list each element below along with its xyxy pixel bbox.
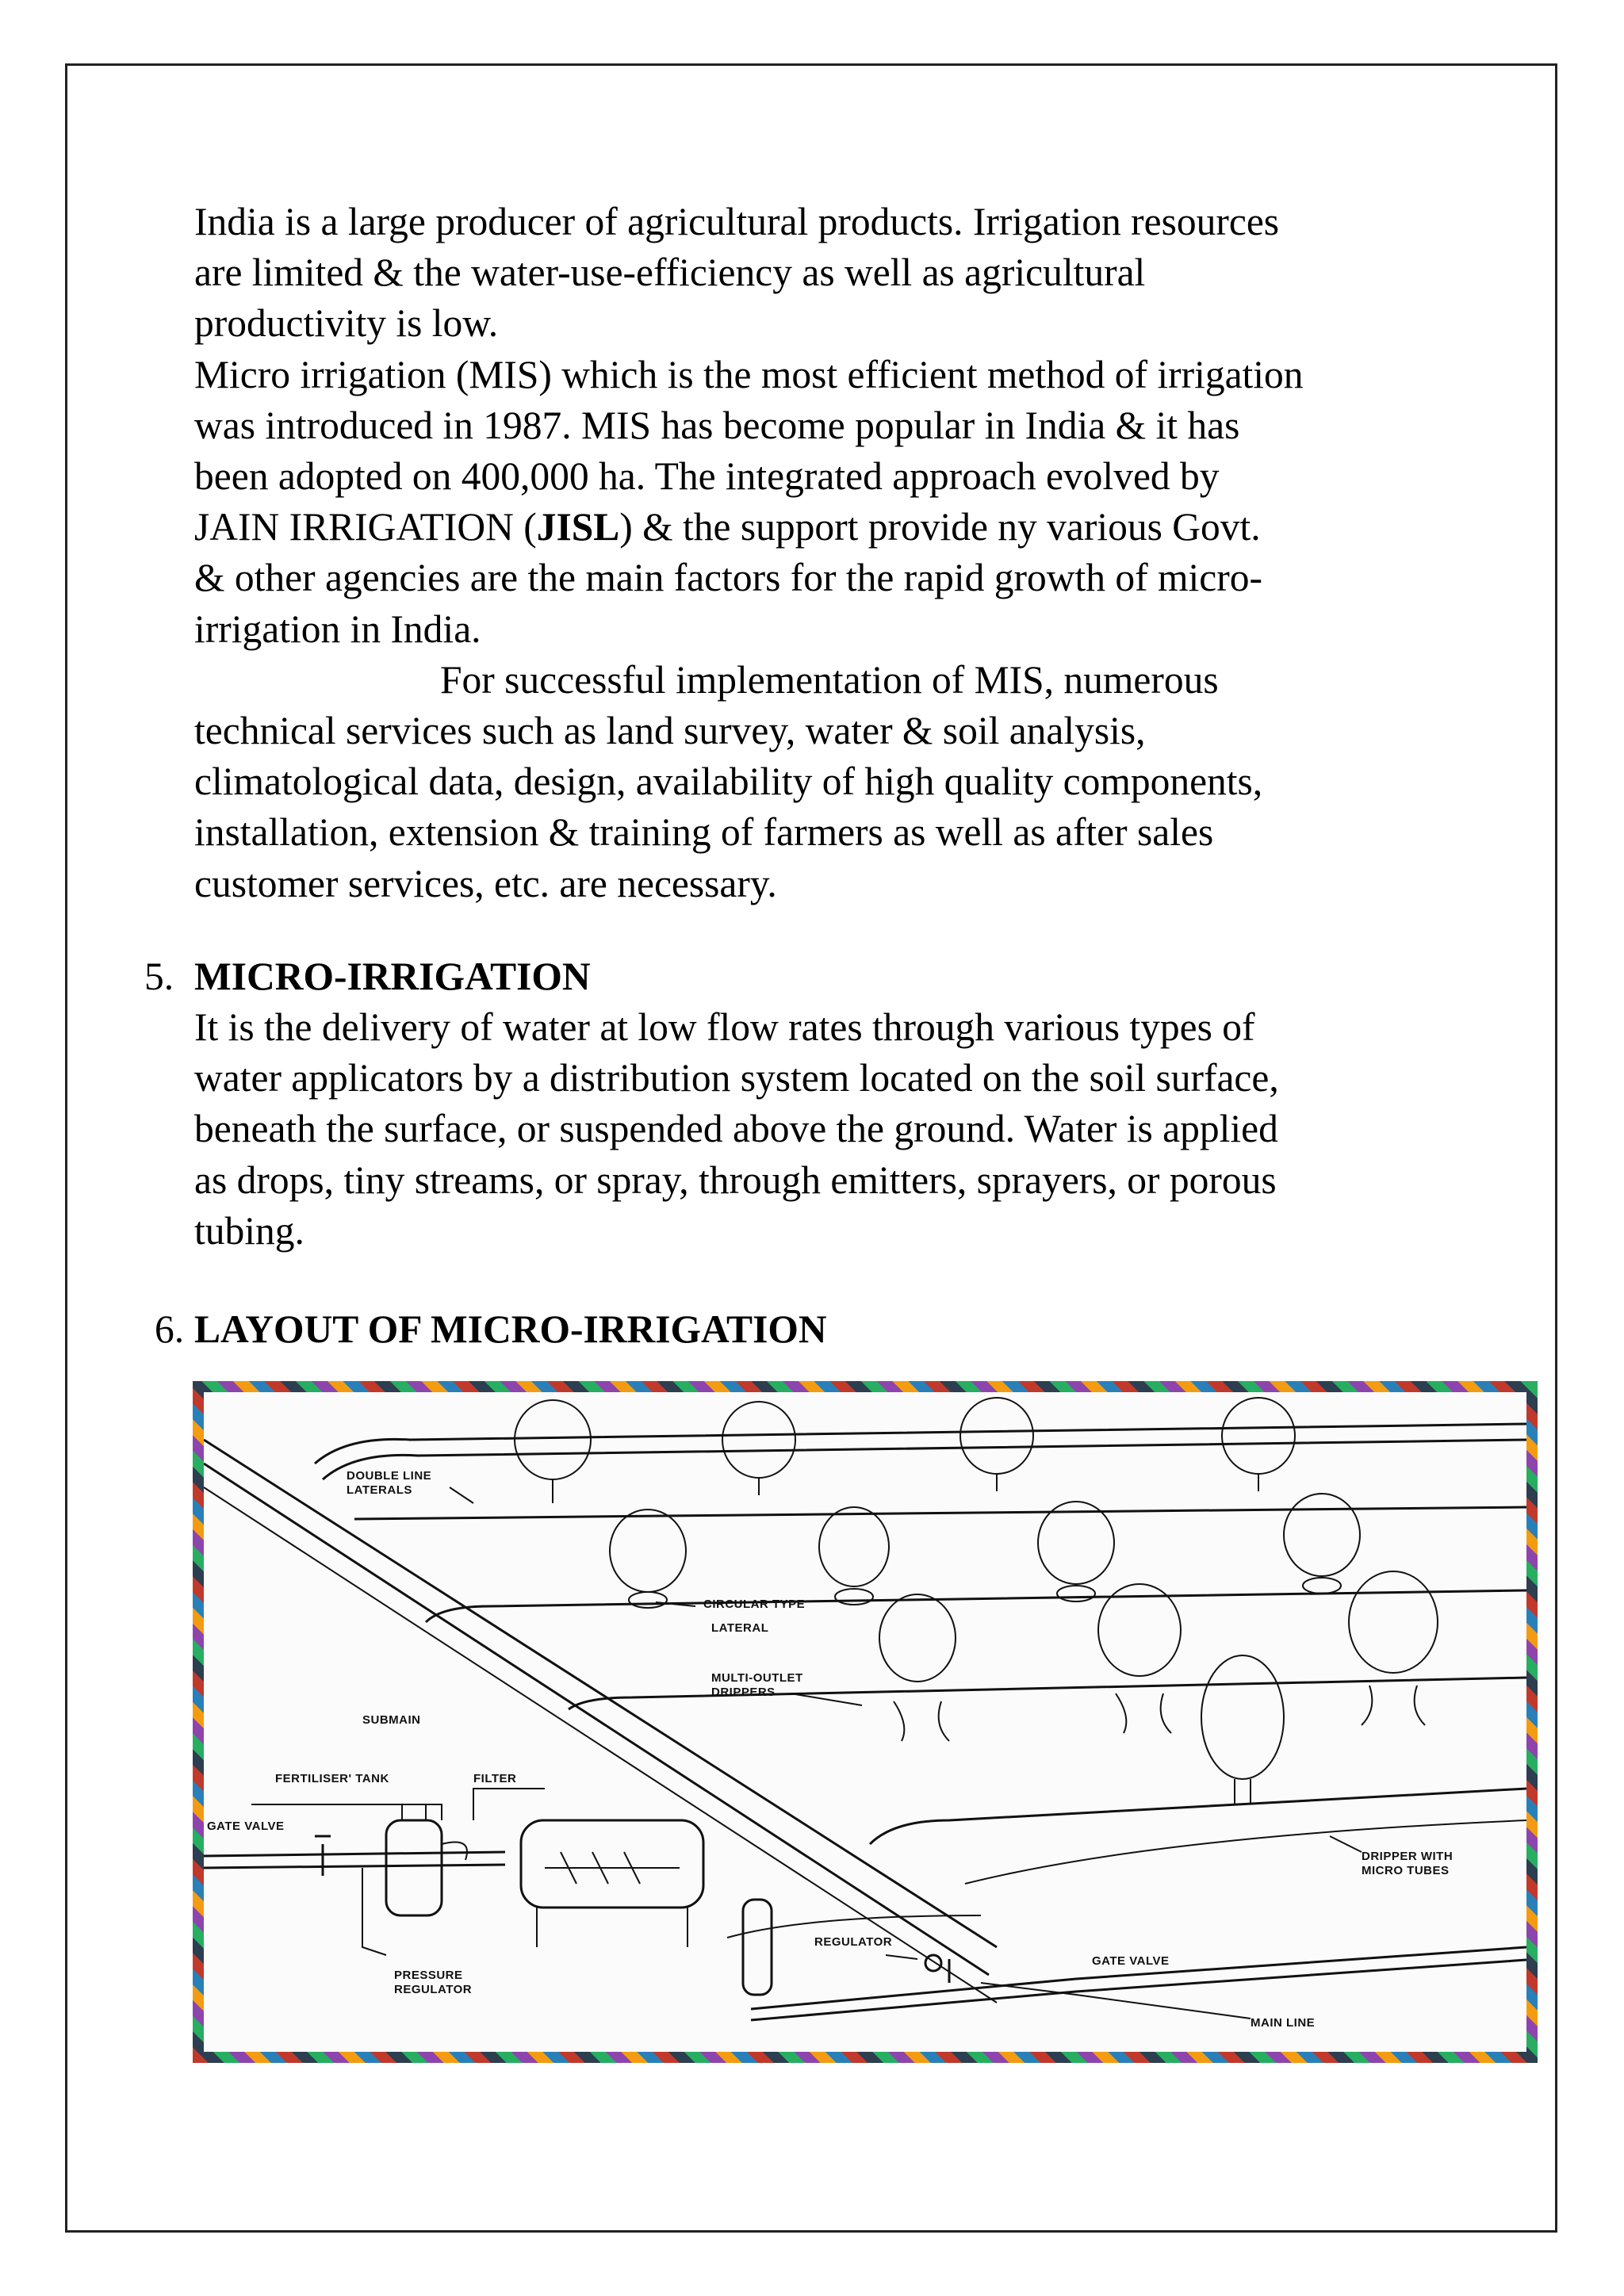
diagram-drawing	[204, 1392, 1526, 2052]
gate-valve-icon	[315, 1836, 331, 1876]
regulator-pipe	[727, 1915, 981, 1938]
jisl-bold: JISL	[536, 505, 620, 549]
tree-icon	[1038, 1502, 1114, 1601]
label-gate-valve-left: GATE VALVE	[207, 1820, 285, 1833]
label-laterals: LATERALS	[347, 1483, 412, 1497]
lateral-line	[426, 1590, 1526, 1622]
text-line: & other agencies are the main factors for the rapid growth of micro-	[194, 556, 1262, 600]
leader-line	[362, 1868, 386, 1955]
text-line: India is a large producer of agricultural products. Irrigation resources	[194, 200, 1280, 243]
micro-irrigation-layout-diagram	[193, 1381, 1538, 2063]
text-line: beneath the surface, or suspended above the ground. Water is applied	[194, 1107, 1278, 1151]
text-line: tubing.	[194, 1208, 304, 1253]
text-line: was introduced in 1987. MIS has become popular in India & it has	[194, 403, 1240, 447]
lateral-line	[870, 1789, 1526, 1844]
intro-paragraph-1	[194, 197, 1463, 350]
submain-pipe	[204, 1464, 989, 1975]
leader-line	[886, 1955, 917, 1959]
text-line: climatological data, design, availability of high quality components,	[194, 760, 1263, 804]
section-title: MICRO-IRRIGATION	[194, 955, 591, 998]
text-fragment: JAIN IRRIGATION (	[194, 505, 537, 549]
section-number: 5.	[144, 955, 174, 998]
label-lateral: LATERAL	[711, 1621, 769, 1635]
tree-icon	[722, 1402, 795, 1495]
text-line: irrigation in India.	[194, 607, 481, 651]
tree-icon	[879, 1594, 956, 1741]
main-line-pipe	[204, 1865, 505, 1868]
text-line: It is the delivery of water at low flow rates through various types of	[194, 1005, 1255, 1049]
label-dripper-with: DRIPPER WITH	[1362, 1850, 1454, 1863]
leader-line	[450, 1487, 473, 1503]
label-fertiliser-tank: FERTILISER' TANK	[275, 1772, 389, 1785]
intro-text	[194, 197, 1463, 909]
main-line-pipe	[751, 1960, 1526, 2020]
label-submain: SUBMAIN	[362, 1713, 421, 1727]
leader-line	[1330, 1836, 1362, 1852]
tree-icon	[1349, 1571, 1438, 1725]
text-line: productivity is low.	[194, 301, 499, 346]
text-line: are limited & the water-use-efficiency as well as agricultural	[194, 251, 1146, 295]
text-line: For successful implementation of MIS, numerous	[440, 657, 1219, 702]
lateral-line	[315, 1424, 1526, 1464]
submain-edge	[204, 1487, 997, 2003]
tree-icon	[819, 1507, 889, 1605]
main-line-pipe	[204, 1852, 505, 1856]
intro-paragraph-2	[194, 350, 1463, 655]
label-pressure: PRESSURE	[394, 1969, 463, 1982]
lateral-line	[323, 1440, 1526, 1479]
tree-icon	[515, 1400, 591, 1503]
intro-paragraph-3	[194, 655, 1463, 909]
leader-line	[791, 1693, 862, 1705]
section-title: LAYOUT OF MICRO-IRRIGATION	[194, 1307, 827, 1351]
text-line: installation, extension & training of farmers as well as after sales	[194, 810, 1214, 855]
text-line: as drops, tiny streams, or spray, through emitters, sprayers, or porous	[194, 1158, 1277, 1202]
text-line: technical services such as land survey, water & soil analysis,	[194, 709, 1146, 753]
label-filter: FILTER	[473, 1772, 517, 1785]
filter-icon	[521, 1820, 703, 1947]
text-fragment: ) & the support provide ny various Govt.	[619, 505, 1261, 549]
label-double-line: DOUBLE LINE	[347, 1469, 432, 1483]
tree-icon	[1098, 1584, 1181, 1733]
tree-icon	[610, 1510, 686, 1608]
text-line: customer services, etc. are necessary.	[194, 861, 777, 905]
label-gate-valve-right: GATE VALVE	[1092, 1954, 1170, 1968]
label-regulator-pressure: REGULATOR	[394, 1983, 473, 1996]
text-line: water applicators by a distribution system located on the soil surface,	[194, 1056, 1279, 1100]
leader-line	[251, 1804, 442, 1820]
text-line: been adopted on 400,000 ha. The integrated approach evolved by	[194, 454, 1220, 499]
tree-icon	[1201, 1655, 1284, 1804]
label-circular-type: CIRCULAR TYPE	[703, 1598, 806, 1611]
regulator-tank-icon	[743, 1900, 772, 1995]
label-micro-tubes: MICRO TUBES	[1362, 1864, 1450, 1877]
text-line: Micro irrigation (MIS) which is the most efficient method of irrigation	[194, 352, 1304, 396]
leader-line	[473, 1789, 545, 1820]
tree-icon	[960, 1398, 1033, 1491]
label-regulator: REGULATOR	[814, 1935, 893, 1949]
label-drippers: DRIPPERS	[711, 1686, 776, 1699]
section-number: 6.	[155, 1307, 185, 1351]
label-multi-outlet: MULTI-OUTLET	[711, 1671, 803, 1685]
label-main-line: MAIN LINE	[1251, 2016, 1316, 2030]
section-5-body	[194, 1002, 1463, 1257]
